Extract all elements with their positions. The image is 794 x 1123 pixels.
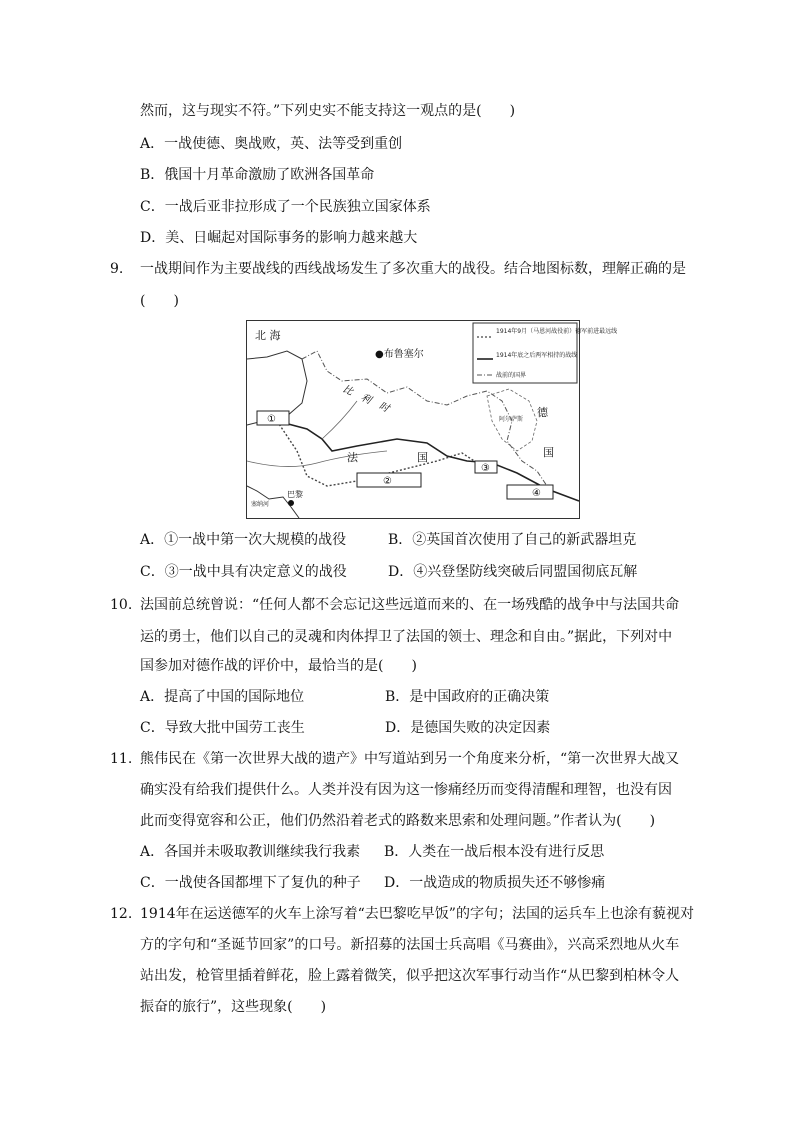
- label-france-2: 国: [417, 451, 428, 464]
- q11-option-c: C．一战使各国都埋下了复仇的种子: [140, 875, 361, 891]
- q11-stem-line3: 此而变得宽容和公正，他们仍然沿着老式的路数来思索和处理问题。”作者认为( ): [140, 813, 656, 829]
- river-2: [322, 401, 357, 439]
- legend-label-3: 战前的国界: [496, 372, 527, 379]
- label-alsace: 阿尔萨斯: [499, 416, 524, 423]
- q8-option-d: D．美、日崛起对国际事务的影响力越来越大: [140, 230, 418, 246]
- marker-1: ①: [267, 414, 276, 425]
- q12-stem-line2: 方的字句和“圣诞节回家”的口号。新招募的法国士兵高唱《马赛曲》，兴高采烈地从火车: [140, 937, 680, 953]
- q8-option-c: C．一战后亚非拉形成了一个民族独立国家体系: [140, 199, 431, 215]
- label-brussels: ●布鲁塞尔: [375, 349, 424, 360]
- q11-stem-line1: 熊伟民在《第一次世界大战的遗产》中写道站到另一个角度来分析，“第一次世界大战又: [140, 751, 680, 767]
- label-germany-2: 国: [543, 446, 554, 459]
- label-belgium: 比 利 时: [340, 383, 391, 415]
- q11-number: 11.: [110, 751, 133, 767]
- q9-option-c: C．③一战中具有决定意义的战役: [140, 564, 347, 580]
- q9-stem-line2: ( ): [140, 293, 179, 309]
- q9-stem-line1: 一战期间作为主要战线的西线战场发生了多次重大的战役。结合地图标数，理解正确的是: [140, 261, 686, 277]
- q10-stem-line3: 国参加对德作战的评价中，最恰当的是( ): [140, 658, 417, 674]
- q12-number: 12.: [110, 906, 133, 922]
- q11-option-b: B．人类在一战后根本没有进行反思: [384, 844, 605, 860]
- q10-number: 10.: [110, 597, 133, 613]
- q10-stem-line1: 法国前总统曾说：“任何人都不会忘记这些远道而来的、在一场残酷的战争中与法国共命: [140, 597, 680, 613]
- q11-option-d: D．一战造成的物质损失还不够惨痛: [384, 875, 606, 891]
- label-paris: 巴黎: [287, 490, 303, 499]
- q12-stem-line3: 站出发，枪管里插着鲜花，脸上露着微笑，似乎把这次军事行动当作“从巴黎到柏林令人: [140, 968, 680, 984]
- q9-number: 9.: [110, 261, 124, 277]
- q12-stem-line4: 振奋的旅行”，这些现象( ): [140, 999, 327, 1015]
- label-germany-1: 德: [537, 406, 548, 419]
- q10-option-c: C．导致大批中国劳工丧生: [140, 720, 305, 736]
- label-seine: 塞纳河: [251, 501, 270, 508]
- marker-3: ③: [481, 463, 490, 474]
- river: [247, 451, 387, 467]
- marker-2: ②: [383, 476, 392, 487]
- legend-label-1a: 1914年9月（马恩河战役前）德军前进最远线: [496, 328, 618, 335]
- q8-stem-end: 然而，这与现实不符。”下列史实不能支持这一观点的是( ): [140, 103, 516, 119]
- marker-4: ④: [532, 488, 541, 499]
- q12-stem-line1: 1914年在运送德军的火车上涂写着“去巴黎吃早饭”的字句；法国的运兵车上也涂有藐视对: [140, 906, 694, 922]
- western-front-map: [246, 320, 618, 519]
- q11-option-a: A．各国并未吸取教训继续我行我素: [140, 844, 361, 860]
- marker-box-4: [507, 485, 553, 499]
- label-france-1: 法: [347, 451, 358, 464]
- q9-option-d: D．④兴登堡防线突破后同盟国彻底瓦解: [388, 564, 638, 580]
- q10-option-d: D．是德国失败的决定因素: [385, 720, 551, 736]
- q10-option-b: B．是中国政府的正确决策: [385, 689, 550, 705]
- q10-option-a: A．提高了中国的国际地位: [140, 689, 305, 705]
- q9-option-a: A．①一战中第一次大规模的战役: [140, 532, 347, 548]
- q10-stem-line2: 运的勇士，他们以自己的灵魂和肉体捍卫了法国的领士、理念和自由。”据此，下列对中: [140, 629, 673, 645]
- q9-option-b: B．②英国首次使用了自己的新武器坦克: [388, 532, 637, 548]
- label-north-sea: 北 海: [255, 329, 281, 342]
- q8-option-b: B．俄国十月革命激励了欧洲各国革命: [140, 167, 375, 183]
- q8-option-a: A．一战使德、奥战败，英、法等受到重创: [140, 136, 403, 152]
- q11-stem-line2: 确实没有给我们提供什么。人类并没有因为这一惨痛经历而变得清醒和理智，也没有因: [140, 782, 672, 798]
- legend-label-2: 1914年底之后两军相持的战线: [496, 352, 578, 359]
